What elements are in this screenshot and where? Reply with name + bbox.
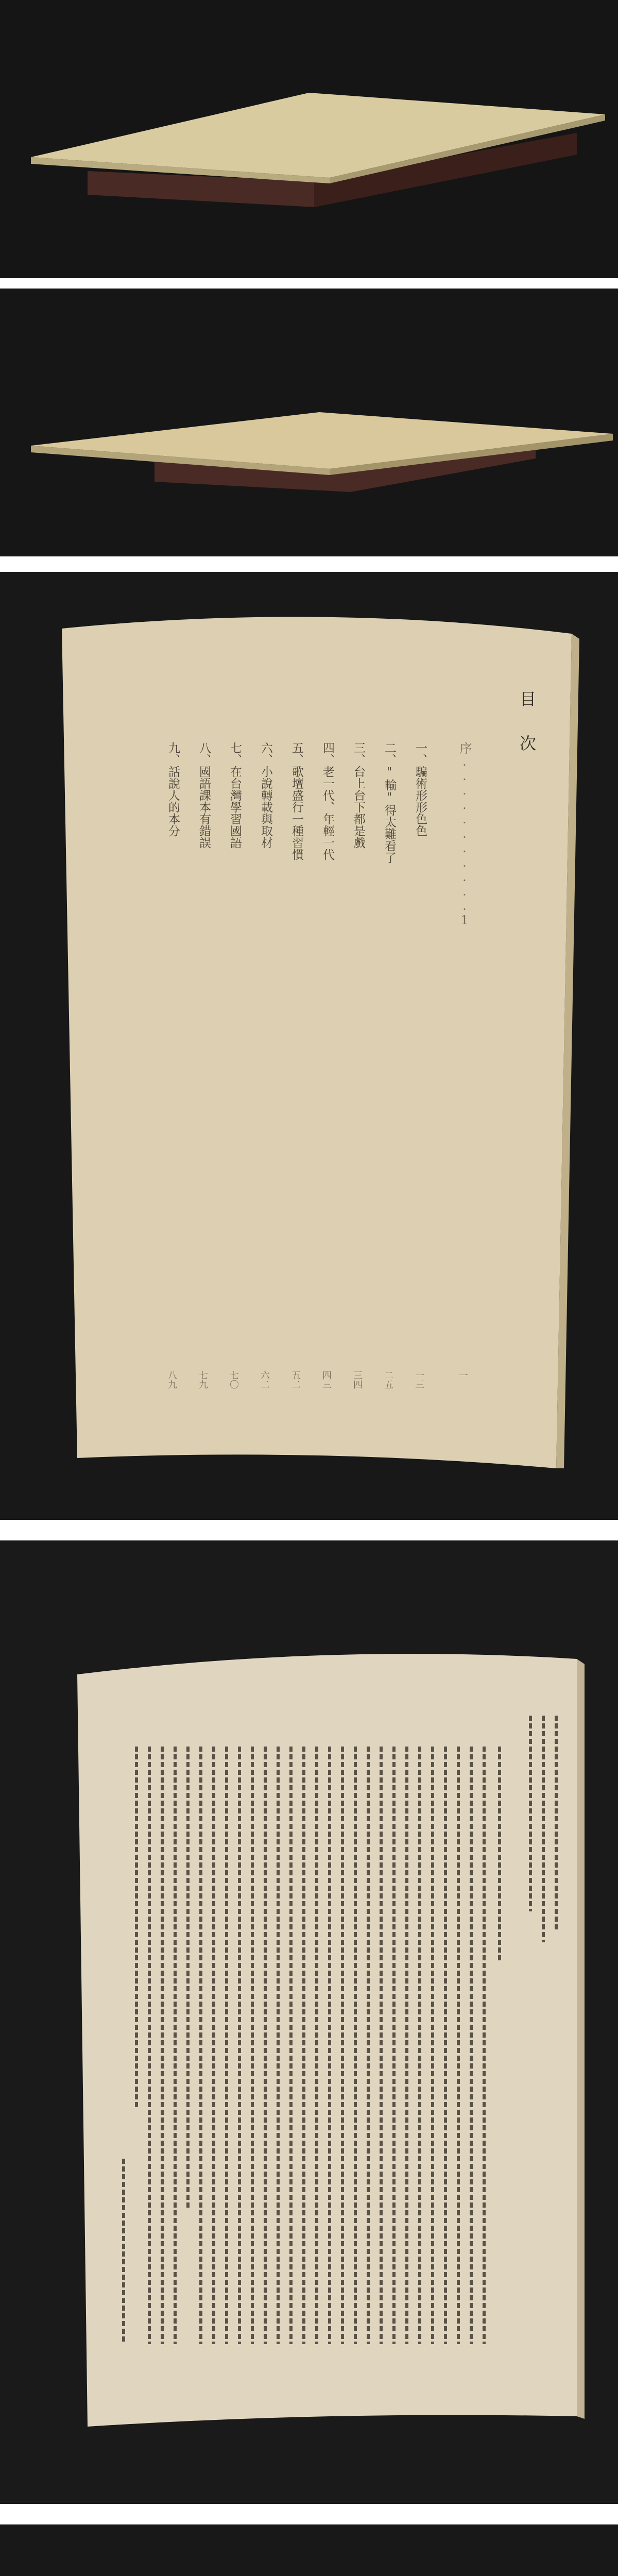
book-side-illustration (0, 0, 618, 278)
toc-page-number: 一三 (414, 1370, 424, 1389)
toc-entries (154, 742, 443, 1309)
photo-preface-page (0, 1540, 618, 2504)
toc-page-number: 八九 (166, 1370, 177, 1389)
toc-entry: 二、"輸"得太難看了 (383, 742, 396, 863)
toc-page-number: 七九 (197, 1370, 208, 1389)
toc-entry: 一、騙術形形色色 (414, 742, 427, 837)
toc-page-number: 三四 (352, 1370, 363, 1389)
toc-page-number: 四三 (321, 1370, 332, 1389)
toc-entry: 七、在台灣學習國語 (228, 742, 242, 849)
toc-entry: 八、國語課本有錯誤 (197, 742, 211, 849)
toc-page-number: 一 (457, 1370, 468, 1380)
toc-page-numbers (154, 1370, 474, 1432)
photo-open-book-1 (0, 2524, 618, 2576)
open-book-illustration-1 (0, 2524, 618, 2576)
toc-entry: 三、台上台下都是戲 (352, 742, 365, 849)
toc-entry: 九、話說人的本分 (166, 742, 180, 837)
toc-entry: 四、老一代、年輕一代 (321, 742, 334, 860)
photo-book-side-view-2 (0, 289, 618, 556)
toc-entry: 五、歌壇盛行一種習慣 (290, 742, 303, 860)
preface-page-illustration (0, 1540, 618, 2504)
toc-page-number: 五二 (290, 1370, 301, 1389)
toc-title: 目 次 (517, 690, 537, 755)
toc-page-number: 二五 (383, 1370, 393, 1389)
toc-entry: 六、小說轉載與取材 (259, 742, 272, 849)
photo-table-of-contents (0, 572, 618, 1520)
book-side-illustration-2 (0, 289, 618, 556)
toc-page-number: 六二 (259, 1370, 270, 1389)
photo-book-side-view-1 (0, 0, 618, 278)
toc-preface: 序...........1 (457, 742, 472, 927)
toc-page-number: 七〇 (228, 1370, 239, 1389)
